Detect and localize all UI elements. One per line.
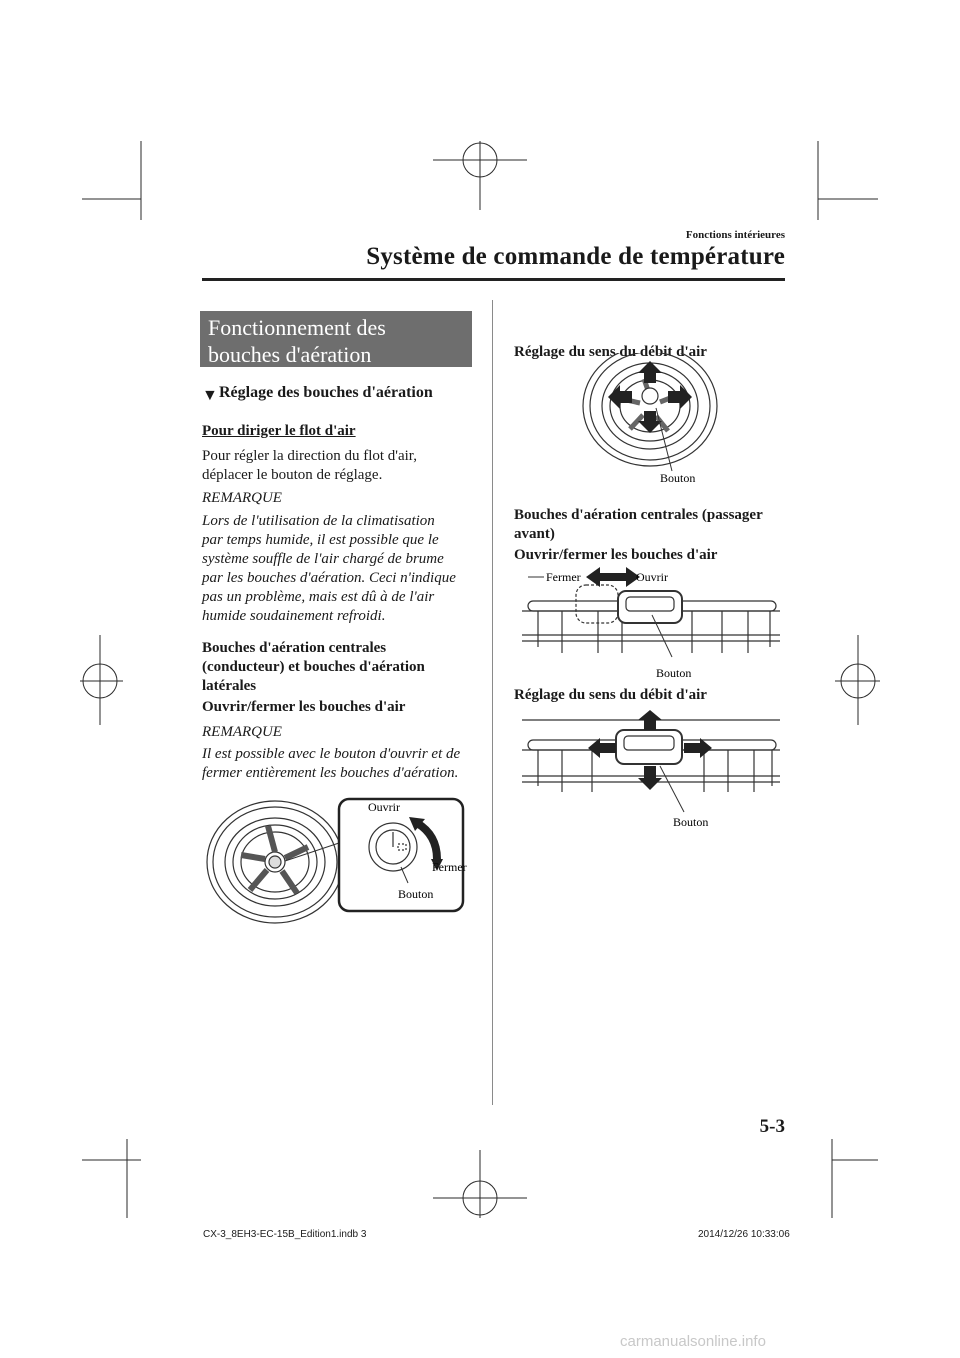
passenger-vents-heading: Bouches d'aération centrales (passager avant): [514, 507, 763, 542]
page-number: 5-3: [759, 1116, 785, 1137]
triangle-bullet-icon: ▼: [202, 387, 218, 404]
subheading: Réglage des bouches d'aération: [219, 384, 433, 401]
left-right-arrow-icon: [586, 567, 640, 587]
header-rule: [202, 278, 785, 281]
round-vent-illustration: [207, 801, 343, 923]
open-close-heading: Ouvrir/fermer les bouches d'air: [202, 699, 406, 715]
figure-label-open: Ouvrir: [368, 800, 400, 814]
open-close-heading: Ouvrir/fermer les bouches d'air: [514, 547, 718, 563]
rect-vent-illustration: [522, 585, 780, 653]
leader-line: [656, 408, 672, 471]
leader-line: [660, 766, 684, 812]
note-text: Lors de l'utilisation de la climatisation par temps humide, il est possible que le système souffle de l'air chargé de brume par les bouches d'aération. Ceci n'indique pas un problème, mais est dû à de l'air humide soudainement refroidi.: [202, 513, 456, 624]
column-divider: [492, 300, 493, 1105]
figure-label-close: Fermer: [546, 570, 581, 584]
figure-label-open: Ouvrir: [636, 570, 668, 584]
section-title: Fonctionnement des bouches d'aération: [200, 311, 472, 367]
figure-label-knob: Bouton: [398, 887, 434, 901]
note-label: REMARQUE: [202, 724, 282, 740]
figure-label-knob: Bouton: [673, 815, 709, 829]
paragraph: Pour régler la direction du flot d'air, déplacer le bouton de réglage.: [202, 448, 417, 483]
figure-label-close: Fermer: [432, 860, 467, 874]
vents-heading: Bouches d'aération centrales (conducteur) et bouches d'aération latérales: [202, 640, 425, 694]
rect-vent-direction-figure: [522, 706, 780, 832]
underline-title: Pour diriger le flot d'air: [202, 423, 356, 439]
note-label: REMARQUE: [202, 490, 282, 506]
page-title: Système de commande de température: [366, 243, 785, 270]
round-vent-direction-figure: [580, 353, 720, 488]
note-text: Il est possible avec le bouton d'ouvrir et de fermer entièrement les bouches d'aération.: [202, 746, 461, 781]
round-vent-open-close-figure: [205, 795, 467, 925]
rect-vent-open-close-figure: [522, 563, 780, 683]
figure-label-knob: Bouton: [656, 666, 692, 680]
watermark: carmanualsonline.info: [620, 1333, 766, 1350]
knob-dial: [369, 823, 417, 871]
footer-timestamp: 2014/12/26 10:33:06: [698, 1229, 790, 1240]
footer-file-name: CX-3_8EH3-EC-15B_Edition1.indb 3: [203, 1229, 367, 1240]
direction-heading: Réglage du sens du débit d'air: [514, 687, 707, 703]
chapter-title: Fonctions intérieures: [685, 229, 785, 241]
figure-label-knob: Bouton: [660, 471, 696, 485]
direction-heading: Réglage du sens du débit d'air: [514, 344, 707, 360]
